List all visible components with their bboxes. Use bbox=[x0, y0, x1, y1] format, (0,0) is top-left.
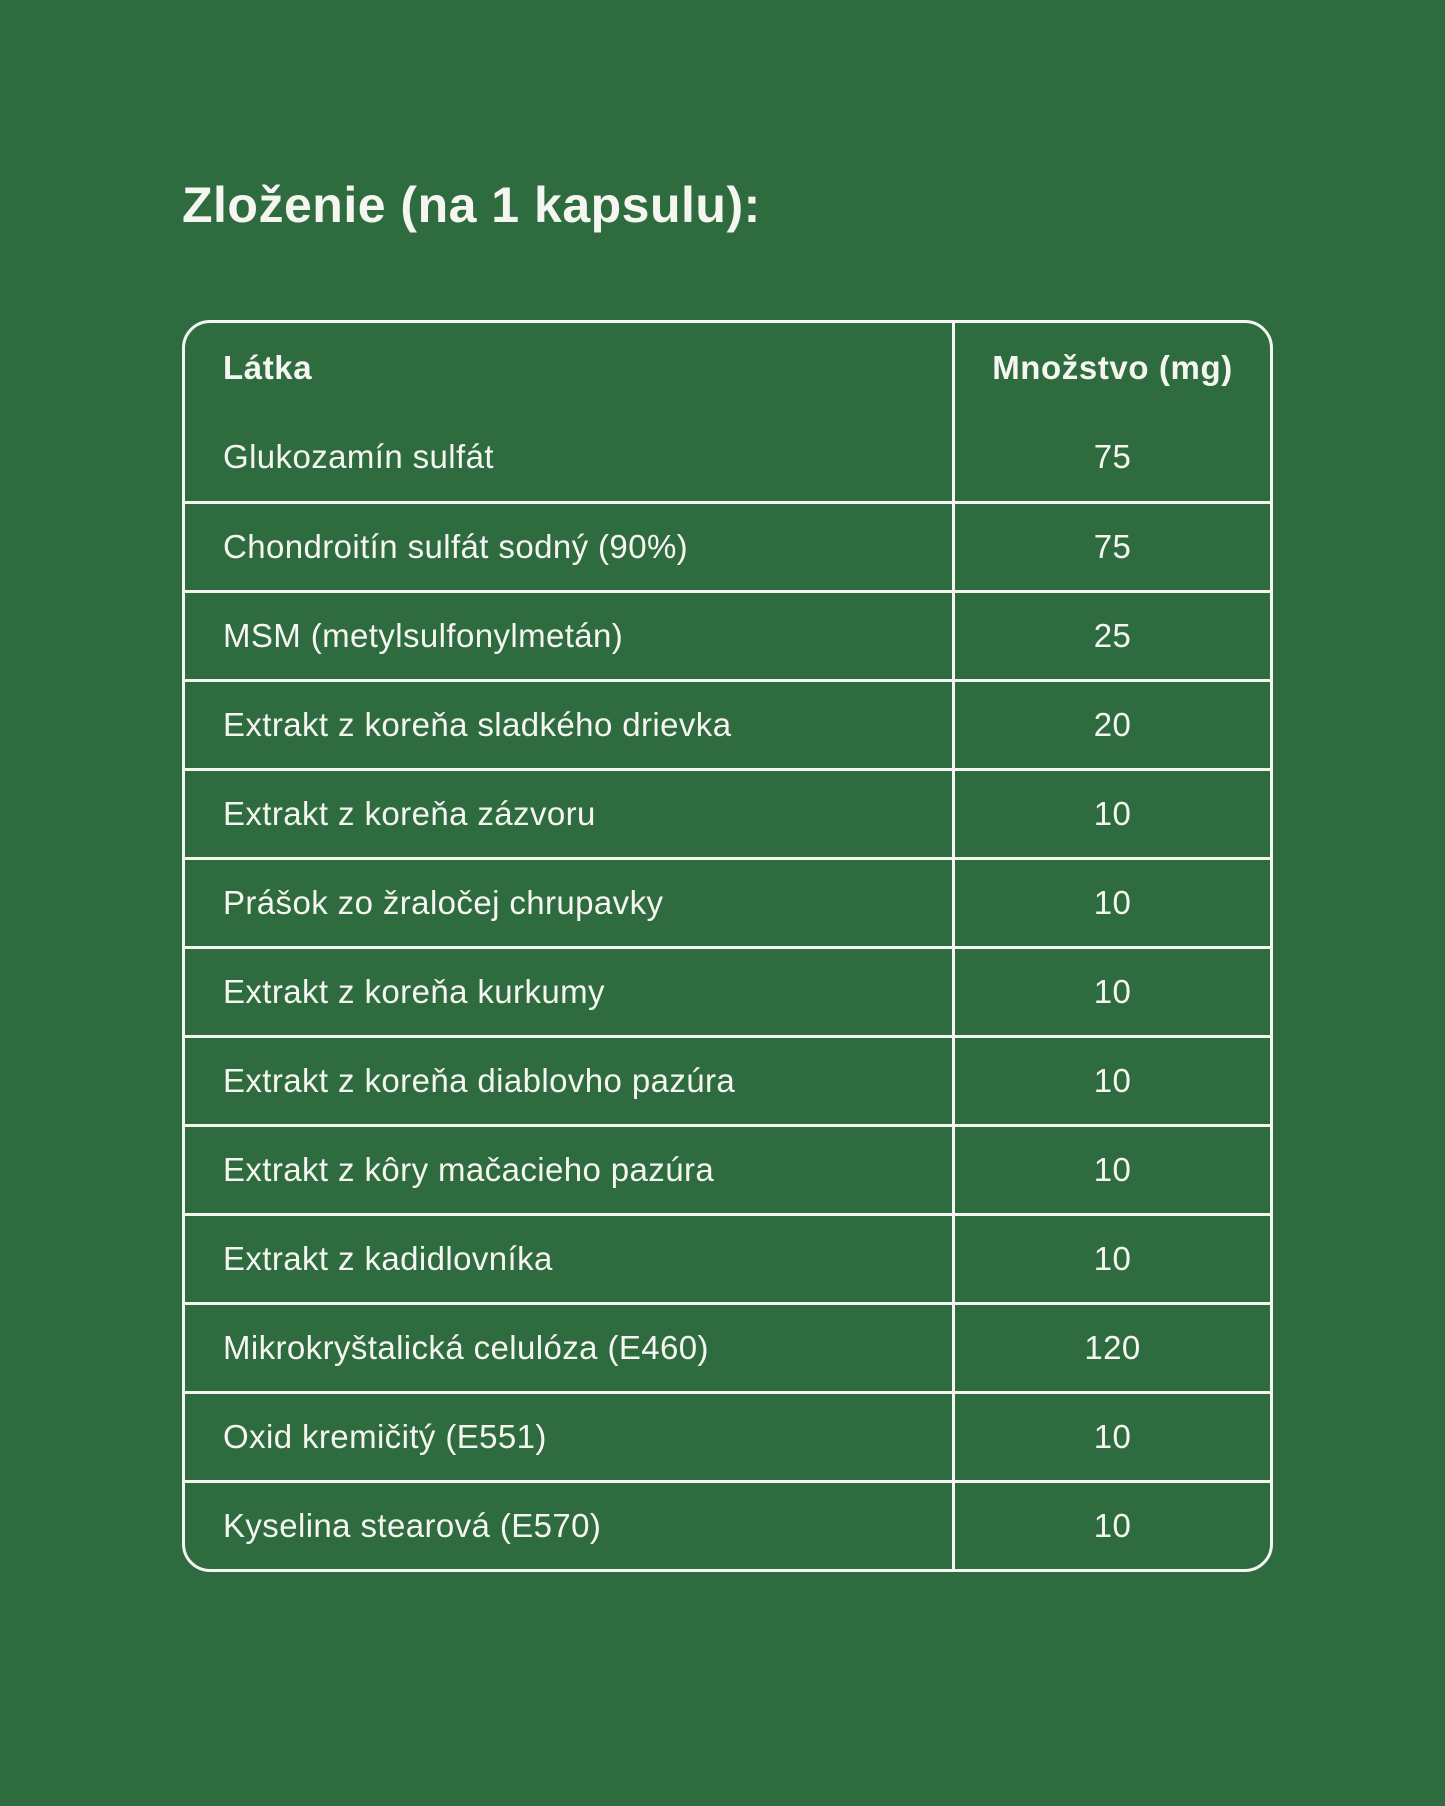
amount-cell: 10 bbox=[1093, 1418, 1132, 1455]
table-row bbox=[185, 857, 1270, 946]
substance-cell: MSM (metylsulfonylmetán) bbox=[185, 593, 955, 679]
table-row bbox=[185, 679, 1270, 768]
amount-cell: 10 bbox=[1093, 973, 1132, 1010]
substance-cell: Extrakt z koreňa zázvoru bbox=[185, 771, 955, 857]
amount-cell: 75 bbox=[1093, 528, 1132, 565]
amount-cell: 75 bbox=[1093, 437, 1132, 475]
table-row bbox=[185, 1213, 1270, 1302]
amount-cell: 120 bbox=[1084, 1329, 1141, 1366]
amount-cell: 20 bbox=[1093, 706, 1132, 743]
amount-cell: 10 bbox=[1093, 1507, 1132, 1544]
ingredients-table bbox=[182, 320, 1273, 1572]
substance-cell: Mikrokryštalická celulóza (E460) bbox=[185, 1305, 955, 1391]
amount-cell: 10 bbox=[1093, 1062, 1132, 1099]
table-row bbox=[185, 946, 1270, 1035]
amount-cell: 10 bbox=[1093, 1240, 1132, 1277]
amount-cell: 10 bbox=[1093, 795, 1132, 832]
table-row bbox=[185, 412, 1270, 501]
table-row bbox=[185, 1124, 1270, 1213]
table-row bbox=[185, 590, 1270, 679]
amount-cell: 25 bbox=[1093, 617, 1132, 654]
table-row bbox=[185, 1035, 1270, 1124]
substance-cell: Oxid kremičitý (E551) bbox=[185, 1394, 955, 1480]
table-row bbox=[185, 1302, 1270, 1391]
table-header-row bbox=[185, 323, 1270, 412]
amount-cell: 10 bbox=[1093, 884, 1132, 921]
table-body bbox=[185, 412, 1270, 1569]
column-header-latka: Látka bbox=[185, 323, 955, 412]
substance-cell: Kyselina stearová (E570) bbox=[185, 1483, 955, 1569]
substance-cell: Extrakt z kôry mačacieho pazúra bbox=[185, 1127, 955, 1213]
substance-cell: Extrakt z koreňa kurkumy bbox=[185, 949, 955, 1035]
substance-cell: Glukozamín sulfát bbox=[185, 412, 955, 501]
substance-cell: Extrakt z kadidlovníka bbox=[185, 1216, 955, 1302]
table-row bbox=[185, 768, 1270, 857]
table-row bbox=[185, 1480, 1270, 1569]
column-header-mnozstvo: Množstvo (mg) bbox=[992, 348, 1233, 386]
substance-cell: Chondroitín sulfát sodný (90%) bbox=[185, 504, 955, 590]
substance-cell: Extrakt z koreňa diablovho pazúra bbox=[185, 1038, 955, 1124]
page-title: Zloženie (na 1 kapsulu): bbox=[182, 177, 761, 233]
amount-cell: 10 bbox=[1093, 1151, 1132, 1188]
table-row bbox=[185, 1391, 1270, 1480]
substance-cell: Prášok zo žraločej chrupavky bbox=[185, 860, 955, 946]
table-row bbox=[185, 501, 1270, 590]
substance-cell: Extrakt z koreňa sladkého drievka bbox=[185, 682, 955, 768]
